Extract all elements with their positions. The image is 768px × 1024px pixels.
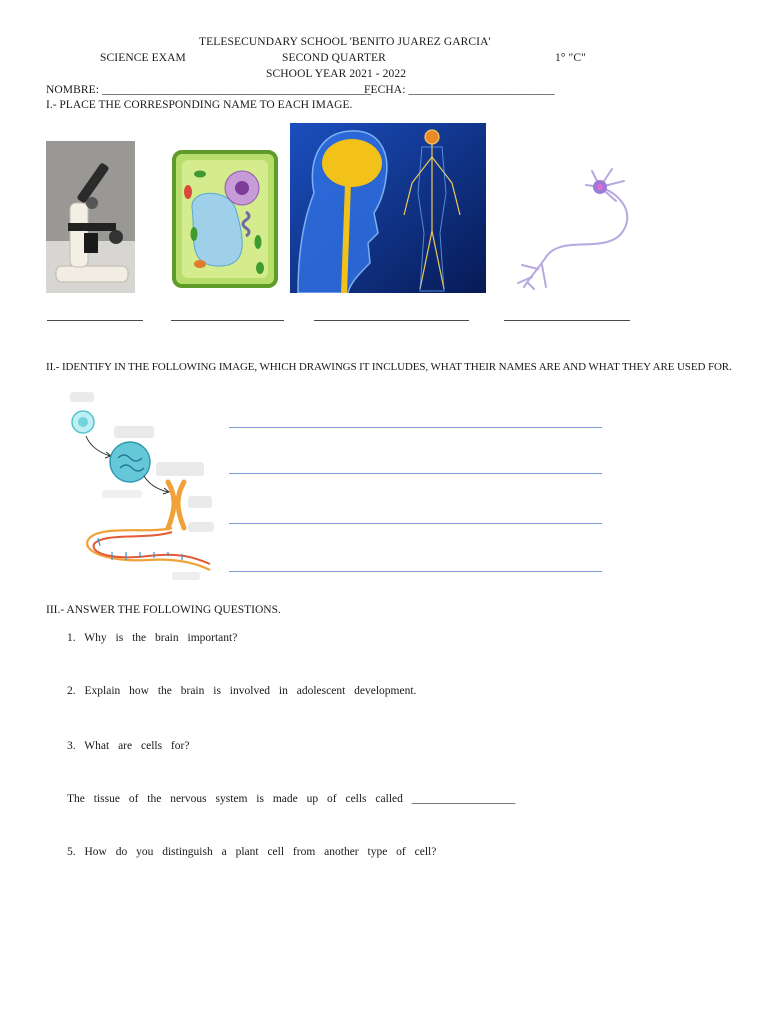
- exam-title: SCIENCE EXAM: [100, 52, 186, 64]
- cell-to-dna-diagram: [68, 390, 218, 585]
- neuron-image: [516, 165, 636, 290]
- identify-answer-line-1[interactable]: [229, 427, 602, 428]
- section-2-title: II.- IDENTIFY IN THE FOLLOWING IMAGE, WHICH DRAWINGS IT INCLUDES, WHAT THEIR NAMES ARE AND WHAT THEY ARE USED FOR.: [46, 361, 732, 373]
- identify-answer-line-4[interactable]: [229, 571, 602, 572]
- name-field[interactable]: [46, 84, 371, 96]
- question-1: 1. Why is the brain important?: [67, 632, 238, 644]
- question-5: 5. How do you distinguish a plant cell from another type of cell?: [67, 846, 437, 858]
- answer-blank-nervous-system[interactable]: [314, 320, 469, 321]
- name-label: NOMBRE:: [46, 84, 103, 96]
- question-4-text: The tissue of the nervous system is made up of cells called: [67, 793, 403, 805]
- section-3-title: III.- ANSWER THE FOLLOWING QUESTIONS.: [46, 604, 281, 616]
- question-3: 3. What are cells for?: [67, 740, 190, 752]
- question-4: [67, 793, 515, 805]
- name-blank[interactable]: ______________________________________________: [102, 84, 372, 96]
- date-blank[interactable]: _________________________: [408, 84, 555, 96]
- answer-blank-cell[interactable]: [171, 320, 284, 321]
- school-year: SCHOOL YEAR 2021 - 2022: [266, 68, 407, 80]
- school-name: TELESECUNDARY SCHOOL 'BENITO JUAREZ GARCIA': [199, 36, 491, 48]
- identify-answer-line-3[interactable]: [229, 523, 602, 524]
- plant-cell-image: [170, 148, 280, 290]
- group-label: 1° "C": [555, 52, 586, 64]
- nervous-system-image: [290, 123, 486, 293]
- question-4-blank[interactable]: __________________: [411, 793, 516, 805]
- section-1-title: I.- PLACE THE CORRESPONDING NAME TO EACH IMAGE.: [46, 99, 353, 111]
- question-2: 2. Explain how the brain is involved in adolescent development.: [67, 685, 417, 697]
- date-label: FECHA:: [364, 84, 409, 96]
- quarter-label: SECOND QUARTER: [282, 52, 386, 64]
- answer-blank-microscope[interactable]: [47, 320, 143, 321]
- date-field[interactable]: [364, 84, 555, 96]
- answer-blank-neuron[interactable]: [504, 320, 630, 321]
- identify-answer-line-2[interactable]: [229, 473, 602, 474]
- microscope-image: [46, 141, 135, 293]
